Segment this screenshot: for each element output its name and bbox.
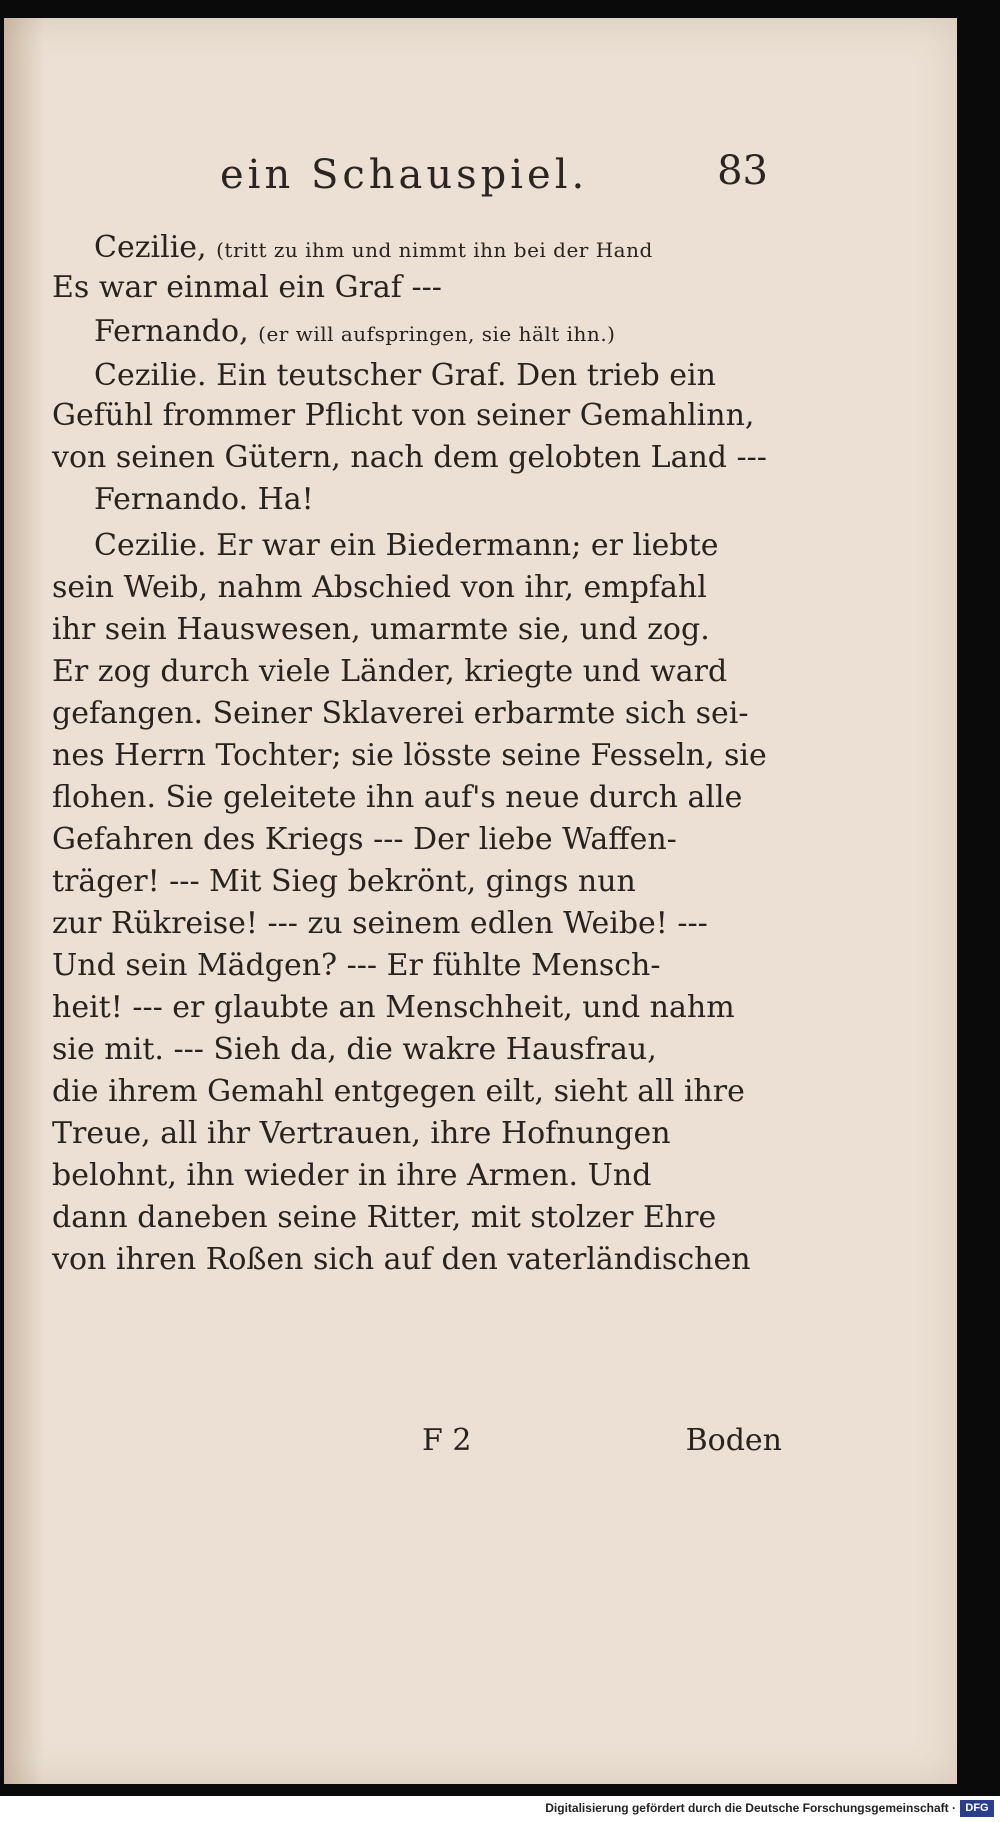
text-line: Und sein Mädgen? --- Er fühlte Mensch- <box>52 948 661 983</box>
signature-mark: F 2 <box>422 1423 472 1458</box>
stage-direction: (tritt zu ihm und nimmt ihn bei der Hand <box>216 238 653 262</box>
text-line: zur Rükreise! --- zu seinem edlen Weibe! --- <box>52 906 708 941</box>
catchword: Boden <box>685 1423 782 1458</box>
text-line: sie mit. --- Sieh da, die wakre Hausfrau, <box>52 1032 657 1067</box>
speaker-fernando: Fernando, <box>94 314 259 349</box>
funding-credit: Digitalisierung gefördert durch die Deutsche Forschungsgemeinschaft · <box>545 1801 956 1815</box>
text-line <box>94 312 615 352</box>
speaker-cezilie: Cezilie, <box>94 230 217 265</box>
text-line: Cezilie. Er war ein Biedermann; er liebte <box>94 528 719 563</box>
text-line: Treue, all ihr Vertrauen, ihre Hofnungen <box>52 1116 671 1151</box>
text-line: dann daneben seine Ritter, mit stolzer Ehre <box>52 1200 717 1235</box>
digitization-footer <box>0 1796 1000 1822</box>
text-line: belohnt, ihn wieder in ihre Armen. Und <box>52 1158 652 1193</box>
text-line: heit! --- er glaubte an Menschheit, und nahm <box>52 990 735 1025</box>
text-line: Cezilie. Ein teutscher Graf. Den trieb ein <box>94 358 716 393</box>
text-line: Fernando. Ha! <box>94 482 314 517</box>
running-head-title: ein Schauspiel. <box>220 152 589 198</box>
text-line: träger! --- Mit Sieg bekrönt, gings nun <box>52 864 636 899</box>
text-line: die ihrem Gemahl entgegen eilt, sieht all ihre <box>52 1074 745 1109</box>
text-line: nes Herrn Tochter; sie lösste seine Fesseln, sie <box>52 738 767 773</box>
text-line: Er zog durch viele Länder, kriegte und ward <box>52 654 728 689</box>
text-line: Gefahren des Kriegs --- Der liebe Waffen- <box>52 822 677 857</box>
signature-line <box>52 1423 782 1463</box>
text-line: ihr sein Hauswesen, umarmte sie, und zog. <box>52 612 710 647</box>
text-line: von seinen Gütern, nach dem gelobten Land --- <box>52 440 767 475</box>
text-line: sein Weib, nahm Abschied von ihr, empfahl <box>52 570 707 605</box>
text-line: von ihren Roßen sich auf den vaterländischen <box>52 1242 751 1277</box>
text-line: flohen. Sie geleitete ihn auf's neue durch alle <box>52 780 743 815</box>
text-line <box>94 228 653 268</box>
text-line: Es war einmal ein Graf --- <box>52 270 442 305</box>
text-line: Gefühl frommer Pflicht von seiner Gemahlinn, <box>52 398 755 433</box>
page-number: 83 <box>717 148 768 194</box>
stage-direction: (er will aufspringen, sie hält ihn.) <box>258 322 616 346</box>
page-gutter-shadow <box>4 18 44 1784</box>
dfg-logo: DFG <box>960 1800 994 1817</box>
running-head <box>220 142 780 212</box>
text-line: gefangen. Seiner Sklaverei erbarmte sich sei- <box>52 696 749 731</box>
